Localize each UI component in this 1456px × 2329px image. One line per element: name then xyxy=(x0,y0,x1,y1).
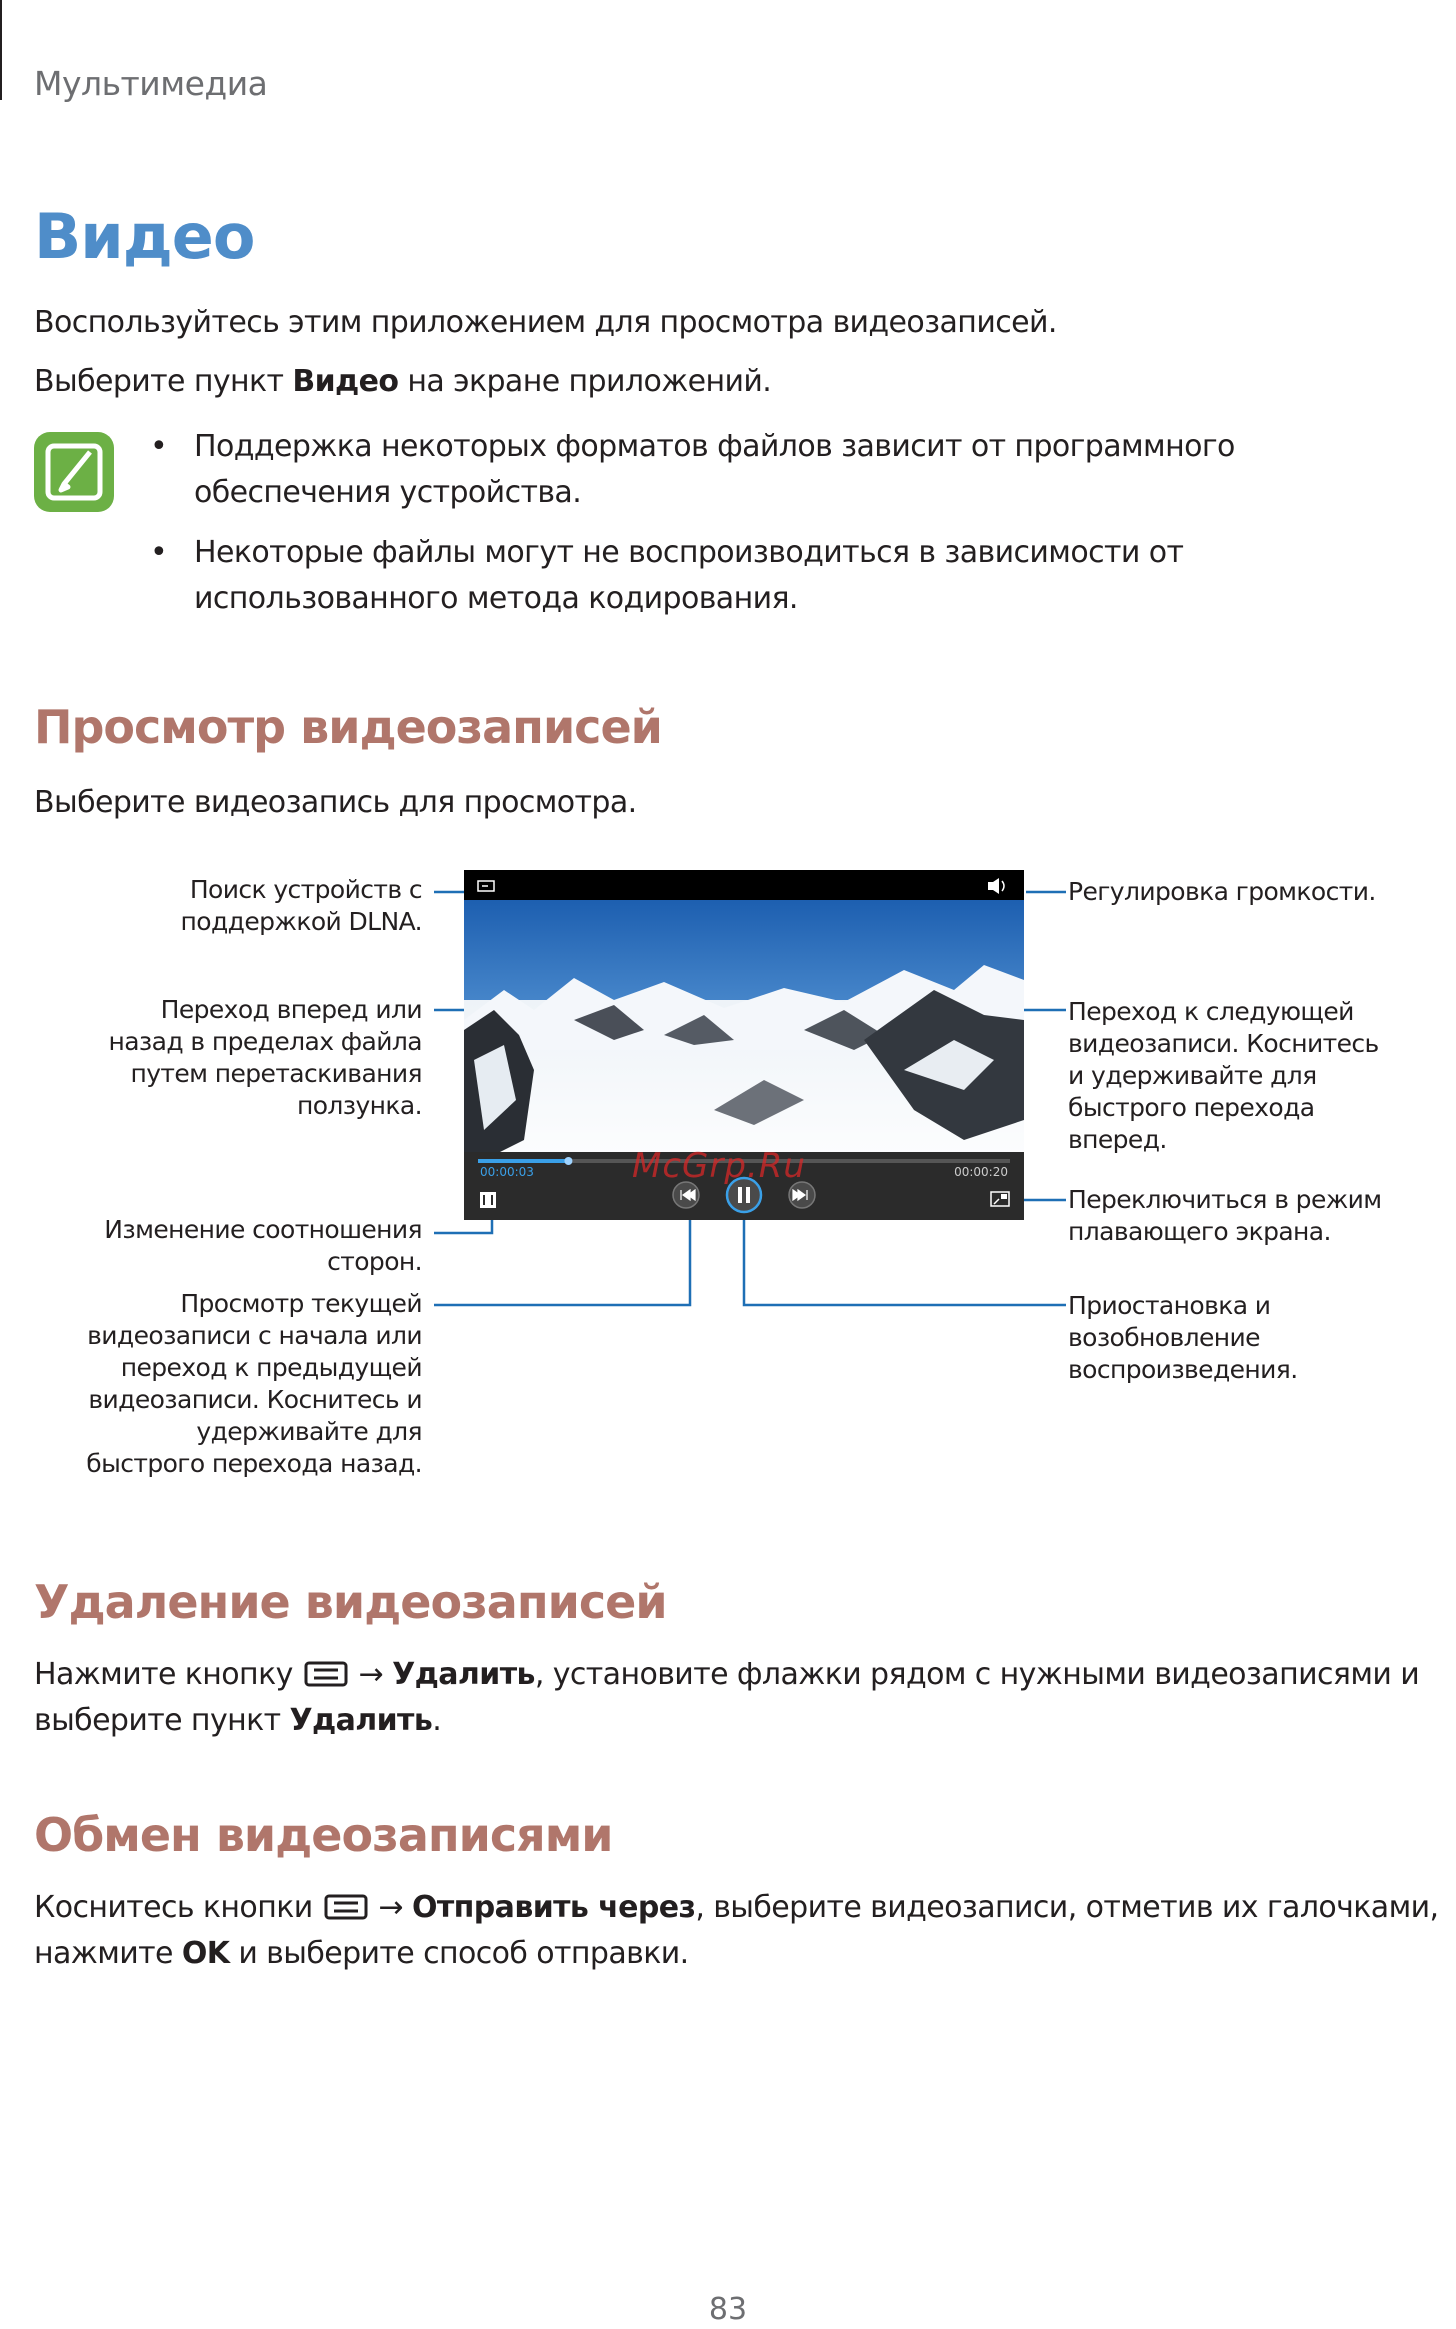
player-top-bar xyxy=(464,870,1024,900)
delete-arrow: → xyxy=(349,1657,393,1692)
section-share-text xyxy=(34,1885,1444,1977)
intro-text-before: Выберите пункт xyxy=(34,364,293,399)
callout-pause: Приостановка и возобновление воспроизведения. xyxy=(1068,1291,1298,1384)
delete-confirm: Удалить xyxy=(289,1703,433,1738)
intro-paragraph-1: Воспользуйтесь этим приложением для просмотра видеозаписей. xyxy=(34,305,1057,340)
total-time: 00:00:20 xyxy=(954,1165,1008,1179)
note-item-text: Поддержка некоторых форматов файлов зависит от программного обеспечения устройства. xyxy=(194,429,1235,510)
menu-key-icon xyxy=(324,1894,368,1920)
share-text-middle: , выберите видеозаписи, отметив их галочками, нажмите xyxy=(34,1890,1439,1971)
section-view-text: Выберите видеозапись для просмотра. xyxy=(34,785,637,820)
callout-volume: Регулировка громкости. xyxy=(1068,877,1376,906)
bullet-icon: • xyxy=(150,535,168,570)
share-confirm: OK xyxy=(181,1936,230,1971)
section-delete-text xyxy=(34,1652,1444,1744)
callout-aspect: Изменение соотношения сторон. xyxy=(104,1215,422,1276)
intro-text-after: на экране приложений. xyxy=(398,364,772,399)
section-heading-view: Просмотр видеозаписей xyxy=(34,700,662,754)
aspect-ratio-icon[interactable] xyxy=(480,1192,496,1208)
seek-bar-thumb[interactable] xyxy=(564,1157,572,1165)
share-arrow: → xyxy=(369,1890,412,1925)
running-head: Мультимедиа xyxy=(34,64,268,103)
delete-option: Удалить xyxy=(392,1657,535,1692)
menu-key-icon xyxy=(304,1661,348,1687)
share-option: Отправить через xyxy=(411,1890,696,1925)
callout-dlna: Поиск устройств с поддержкой DLNA. xyxy=(180,875,422,936)
delete-text-after: . xyxy=(432,1703,442,1738)
section-heading-delete: Удаление видеозаписей xyxy=(34,1575,667,1629)
bullet-icon: • xyxy=(150,429,168,464)
intro-app-name: Видео xyxy=(292,364,399,399)
share-text-after: и выберите способ отправки. xyxy=(229,1936,689,1971)
delete-text-middle: , установите флажки рядом с нужными видеозаписями и выберите пункт xyxy=(34,1657,1420,1738)
seek-bar-progress xyxy=(478,1159,568,1163)
callout-previous: Просмотр текущей видеозаписи с начала или переход к предыдущей видеозаписи. Коснитесь и удерживайте для быстрого перехода назад. xyxy=(86,1289,422,1478)
elapsed-time: 00:00:03 xyxy=(480,1165,534,1179)
section-heading-share: Обмен видеозаписями xyxy=(34,1808,613,1862)
note-item-text: Некоторые файлы могут не воспроизводиться в зависимости от использованного метода кодирования. xyxy=(194,535,1184,616)
page-title: Видео xyxy=(34,200,255,273)
callout-seek: Переход вперед или назад в пределах файла путем перетаскивания ползунка. xyxy=(108,995,422,1120)
callout-popup: Переключиться в режим плавающего экрана. xyxy=(1068,1185,1382,1246)
callout-next: Переход к следующей видеозаписи. Коснитесь и удерживайте для быстрого перехода вперед. xyxy=(1068,997,1379,1154)
watermark: McGrp.Ru xyxy=(632,1146,806,1186)
share-text-before: Коснитесь кнопки xyxy=(34,1890,322,1925)
delete-text-before: Нажмите кнопку xyxy=(34,1657,302,1692)
page-number: 83 xyxy=(708,2292,748,2327)
